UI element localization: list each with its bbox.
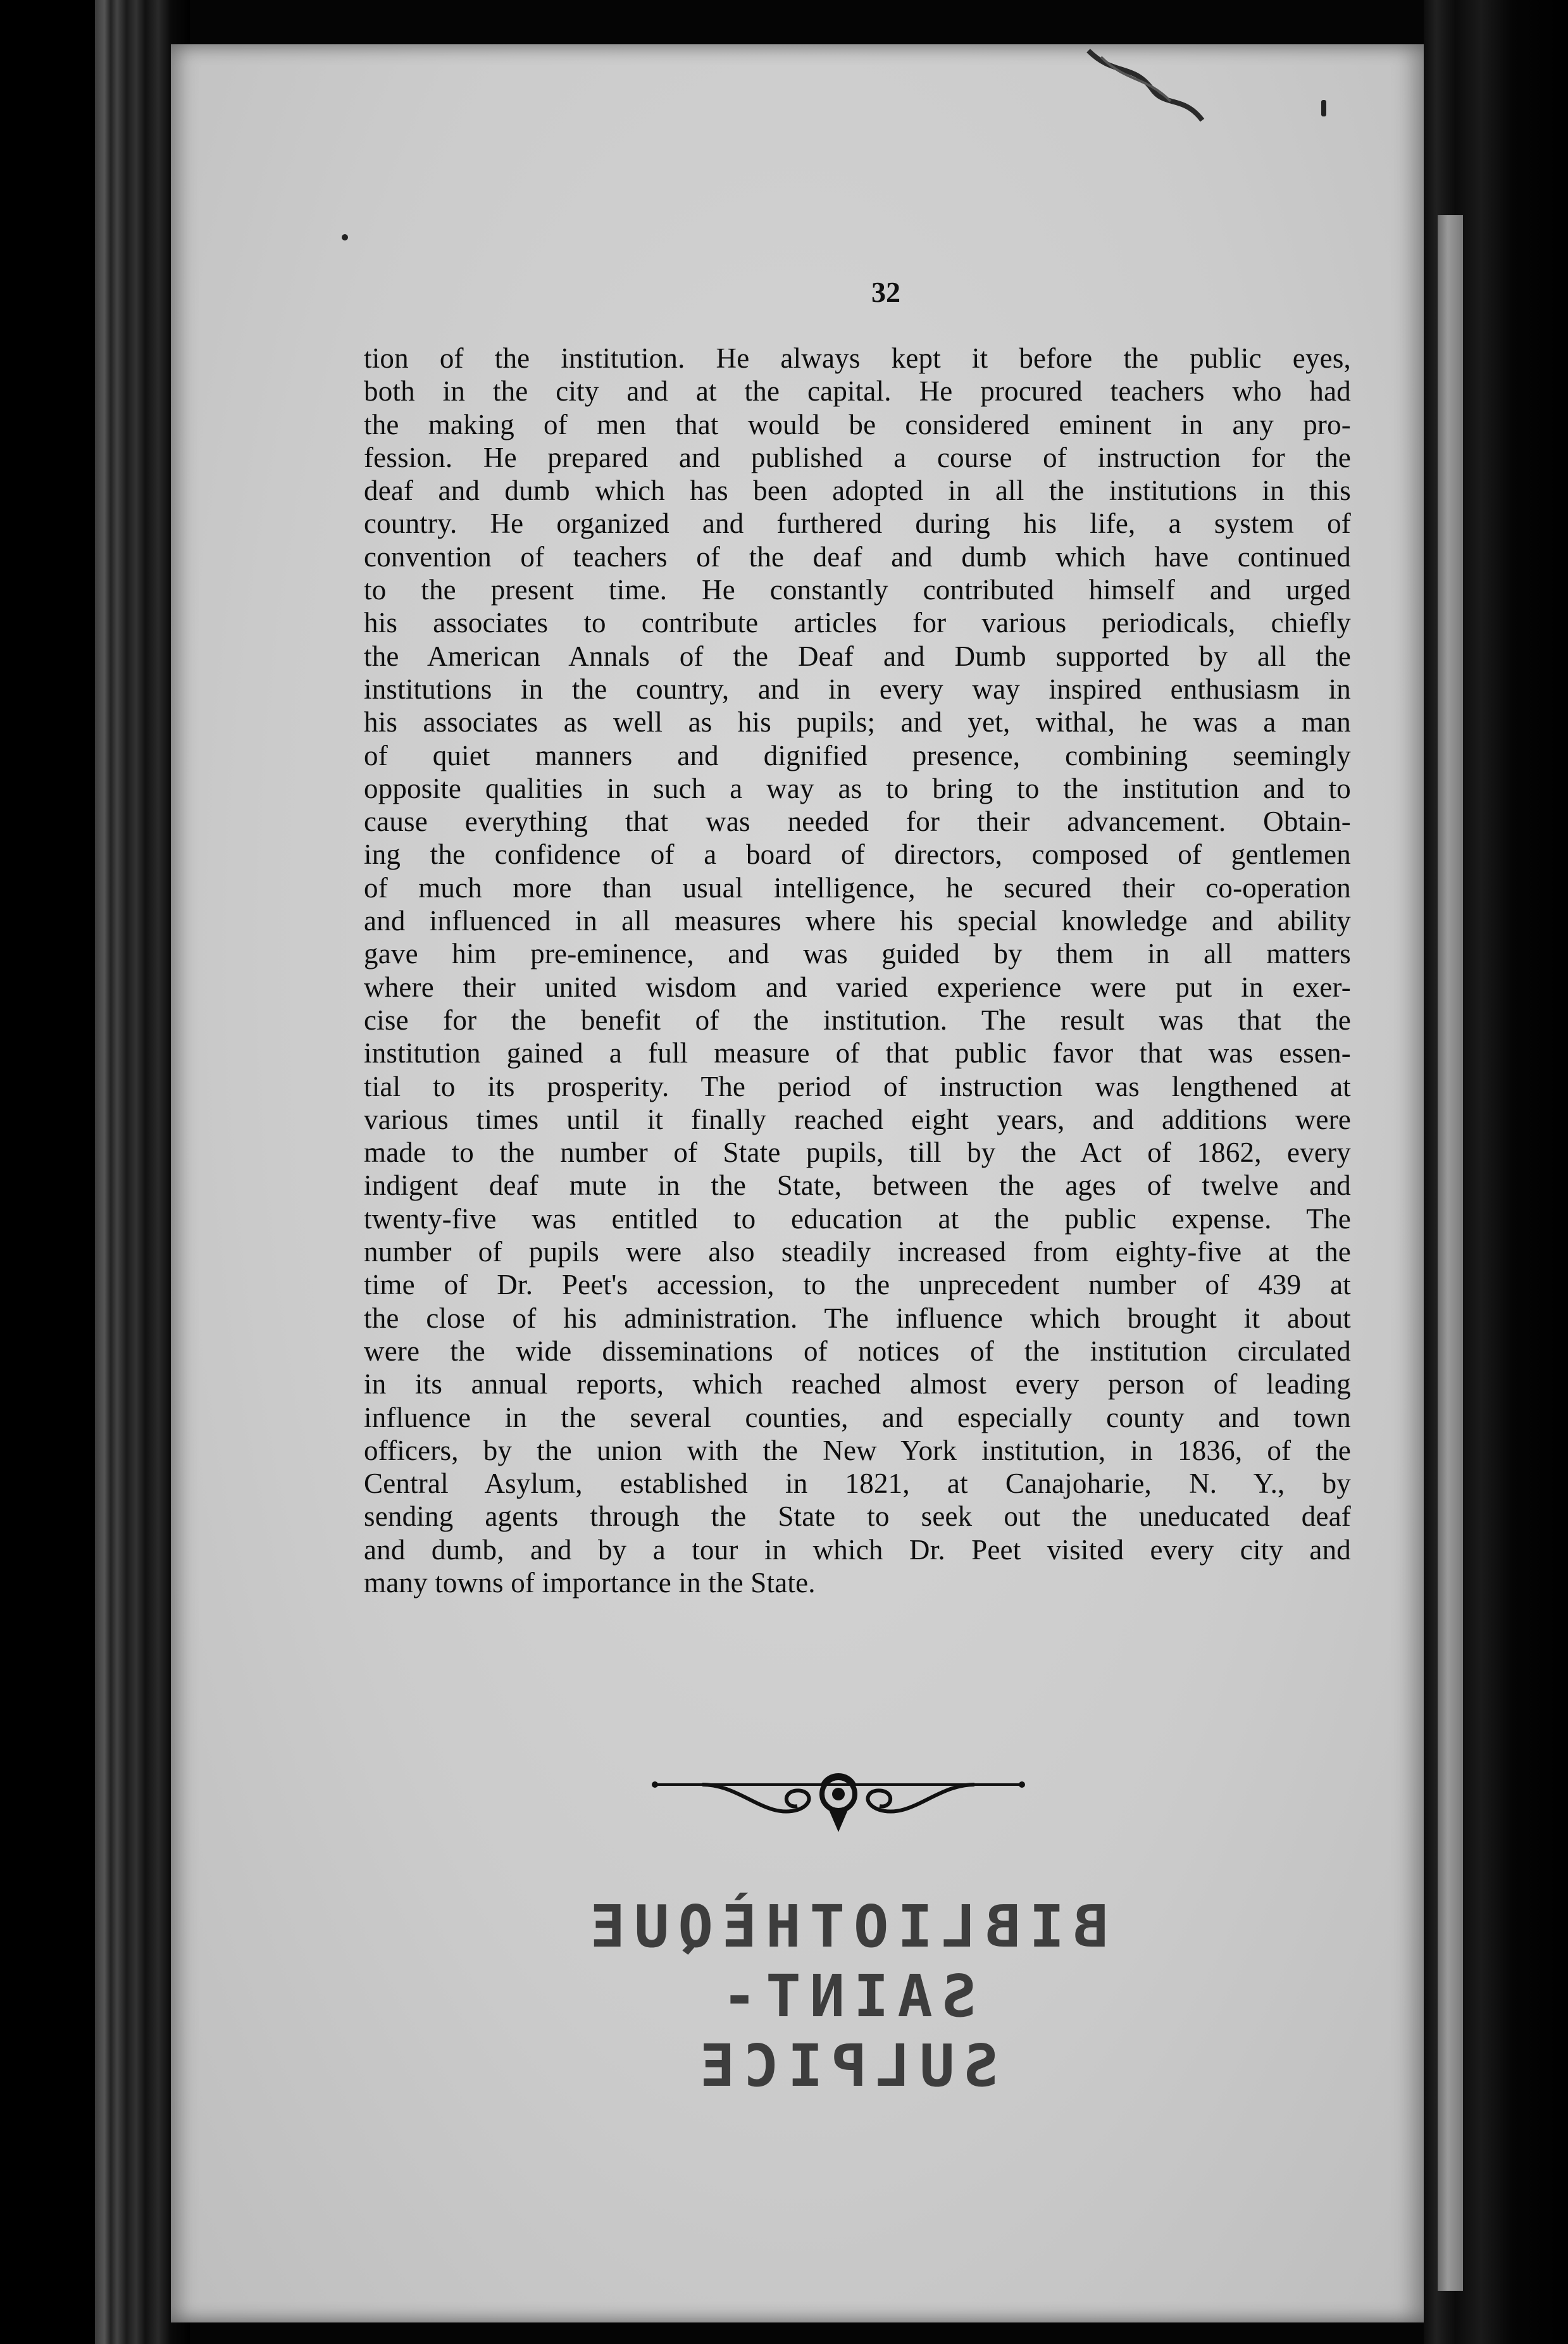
text-line: twenty-five was entitled to education at the public expense. The	[364, 1202, 1351, 1235]
speck	[342, 234, 348, 240]
page-number: 32	[871, 276, 900, 308]
text-line: fession. He prepared and published a course of instruction for the	[364, 441, 1351, 473]
text-line: where their united wisdom and varied experience were put in exer-	[364, 971, 1351, 1003]
text-line: indigent deaf mute in the State, between the ages of twelve and	[364, 1169, 1351, 1202]
text-line: country. He organized and furthered during his life, a system of	[364, 508, 1351, 540]
library-perforated-stamp	[569, 1892, 1120, 2100]
text-line: institutions in the country, and in every way inspired enthusiasm in	[364, 673, 1351, 705]
text-line: many towns of importance in the State.	[364, 1566, 816, 1599]
book-binding-edge	[0, 0, 190, 2344]
text-line: and dumb, and by a tour in which Dr. Peet visited every city and	[364, 1533, 1351, 1566]
stamp-line-1: BIBLIOTHÈQUE	[581, 1893, 1109, 1961]
next-page-edge	[1438, 215, 1463, 2291]
stamp-line-2: SAINT-SULPICE	[691, 1962, 999, 2100]
text-line: tial to its prosperity. The period of instruction was lengthened at	[364, 1070, 1351, 1102]
text-line: tion of the institution. He always kept it before the public eyes,	[364, 342, 1351, 374]
text-line: the making of men that would be considered eminent in any pro-	[364, 408, 1351, 440]
text-line: in its annual reports, which reached almost every person of leading	[364, 1368, 1351, 1400]
text-line: his associates as well as his pupils; and yet, withal, he was a man	[364, 706, 1351, 739]
text-line: the American Annals of the Deaf and Dumb supported by all the	[364, 640, 1351, 672]
text-line: made to the number of State pupils, till by the Act of 1862, every	[364, 1137, 1351, 1169]
body-paragraph	[364, 342, 1351, 1599]
text-line: to the present time. He constantly contributed himself and urged	[364, 574, 1351, 606]
text-line: deaf and dumb which has been adopted in all the institutions in this	[364, 475, 1351, 507]
text-line: institution gained a full measure of that public favor that was essen-	[364, 1037, 1351, 1069]
torn-corner-mark	[1076, 38, 1228, 133]
text-line: cise for the benefit of the institution. The result was that the	[364, 1004, 1351, 1036]
text-line: were the wide disseminations of notices of the institution circulated	[364, 1335, 1351, 1367]
text-line: officers, by the union with the New York institution, in 1836, of the	[364, 1434, 1351, 1466]
speck	[1321, 100, 1326, 116]
text-line: both in the city and at the capital. He procured teachers who had	[364, 375, 1351, 408]
text-line: of quiet manners and dignified presence, combining seemingly	[364, 739, 1351, 771]
text-line: opposite qualities in such a way as to bring to the institution and to	[364, 772, 1351, 804]
text-line: time of Dr. Peet's accession, to the unprecedent number of 439 at	[364, 1269, 1351, 1301]
text-line: gave him pre-eminence, and was guided by them in all matters	[364, 938, 1351, 970]
ornamental-divider	[652, 1759, 1025, 1835]
text-line: his associates to contribute articles for various periodicals, chiefly	[364, 607, 1351, 639]
text-line: various times until it finally reached eight years, and additions were	[364, 1103, 1351, 1135]
text-line: sending agents through the State to seek out the uneducated deaf	[364, 1500, 1351, 1533]
text-line: convention of teachers of the deaf and dumb which have continued	[364, 540, 1351, 573]
text-line: number of pupils were also steadily increased from eighty-five at the	[364, 1236, 1351, 1268]
text-line: cause everything that was needed for their advancement. Obtain-	[364, 806, 1351, 838]
text-line: ing the confidence of a board of directors, composed of gentlemen	[364, 838, 1351, 871]
text-line: the close of his administration. The influence which brought it about	[364, 1302, 1351, 1334]
text-line: Central Asylum, established in 1821, at Canajoharie, N. Y., by	[364, 1468, 1351, 1500]
text-line: of much more than usual intelligence, he secured their co-operation	[364, 871, 1351, 904]
text-line: and influenced in all measures where his special knowledge and ability	[364, 905, 1351, 937]
text-line: influence in the several counties, and especially county and town	[364, 1401, 1351, 1433]
